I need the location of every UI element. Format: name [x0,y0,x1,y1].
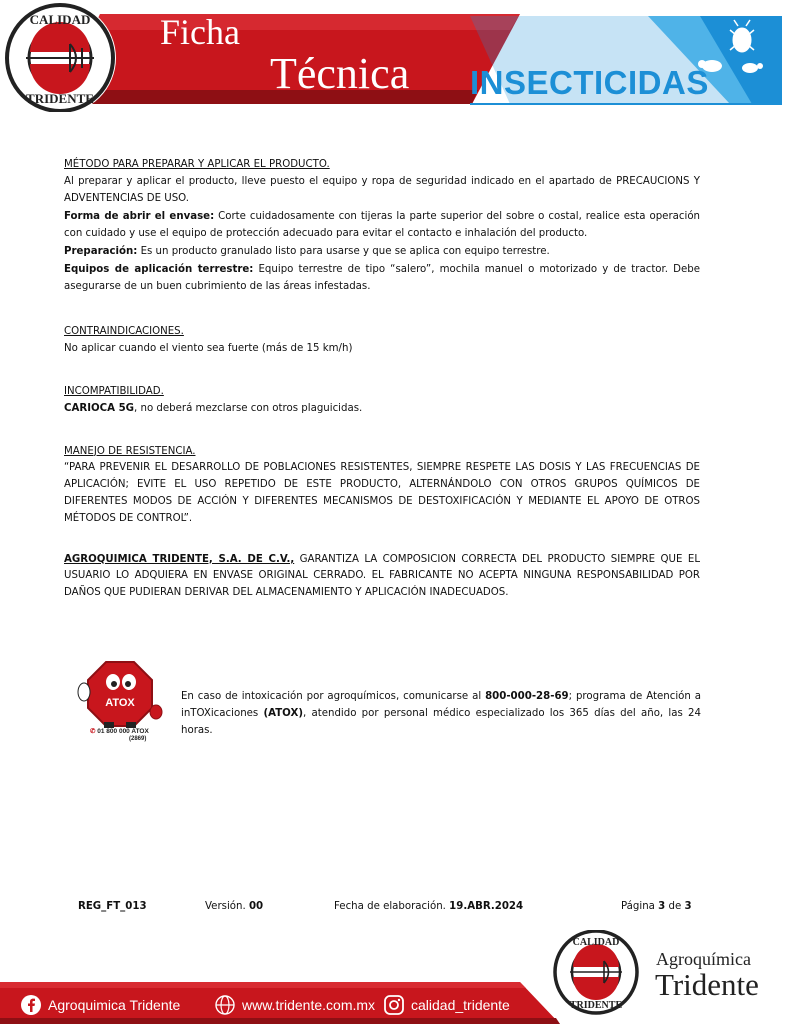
page-header [0,0,791,112]
section-method [64,157,700,295]
svg-text:TRIDENTE: TRIDENTE [26,91,94,106]
equip-label: Equipos de aplicación terrestre: [64,263,254,275]
open-label: Forma de abrir el envase: [64,211,215,223]
atox-phone-label: ✆ 01 800 000 ATOX [90,728,149,735]
svg-text:TRIDENTE: TRIDENTE [569,1000,623,1011]
company-name: AGROQUIMICA TRIDENTE, S.A. DE C.V., [64,553,295,565]
resist-text: “PARA PREVENIR EL DESARROLLO DE POBLACIONES RESISTENTES, SIEMPRE RESPETE LAS DOSIS Y LAS FRECUENCIAS DE APLICACIÓN; EVITE EL USO REPETIDO DE ESTE PRODUCTO, ALTERNÁNDOLO CON OTROS GRUPOS QUÍMICOS DE DIFERENTES MODOS DE ACCIÓN Y DIFERENTES MECANISMOS DE DESTOXIFICACIÓN Y MEDIANTE EL APOYO DE OTROS MÉTODOS DE CONTROL”. [64,462,700,524]
section-title: INCOMPATIBILIDAD. [64,385,164,397]
document-code: REG_FT_013 [78,901,147,912]
section-title: MÉTODO PARA PREPARAR Y APLICAR EL PRODUCTO. [64,159,330,170]
svg-text:CALIDAD: CALIDAD [572,937,620,948]
guarantee-paragraph [64,552,700,602]
instagram-icon [383,994,405,1016]
phone-icon: ✆ [90,728,96,735]
document-body [64,157,700,602]
calidad-tridente-seal [4,2,116,112]
website-link[interactable]: www.tridente.com.mx [214,994,375,1016]
document-date: Fecha de elaboración. 19.ABR.2024 [334,901,524,912]
brand-tridente: Tridente [655,967,759,1002]
contra-text: No aplicar cuando el viento sea fuerte (más de 15 km/h) [64,343,353,355]
equip-paragraph [64,262,700,296]
page-number: Página 3 de 3 [621,901,692,912]
category-title: INSECTICIDAS [470,64,709,101]
footer-tridente-seal [552,930,640,1016]
section-guarantee [64,552,700,602]
prep-label: Preparación: [64,245,138,257]
svg-text:CALIDAD: CALIDAD [29,12,91,27]
incompat-text: , no deberá mezclarse con otros plaguicidas. [134,402,363,414]
title-ficha: Ficha [160,12,240,52]
document-version: Versión. 00 [205,901,264,912]
incompat-paragraph [64,401,700,418]
section-resistance [64,444,700,528]
facebook-link[interactable]: Agroquimica Tridente [20,994,180,1016]
svg-text:ATOX: ATOX [105,697,135,709]
atox-notice: En caso de intoxicación por agroquímicos, comunicarse al 800-000-28-69; programa de Atención a inTOXicaciones (ATOX), atendido por personal médico especializado los 365 días del año, las 24 horas. [181,691,701,736]
prep-paragraph [64,244,700,261]
atox-acronym: (ATOX) [263,707,303,719]
method-intro: Al preparar y aplicar el producto, lleve puesto el equipo y ropa de seguridad indicado en el apartado de PRECAUCIONS Y ADVENTENCIAS DE USO. [64,175,700,204]
equip-text: Equipo terrestre de tipo “salero”, mochila manuel o motorizado y de tractor. Debe asegurarse de un buen cubrimiento de las áreas infestadas. [64,263,701,292]
product-name: CARIOCA 5G [64,402,135,414]
instagram-link[interactable]: calidad_tridente [383,994,510,1016]
prep-text: Es un producto granulado listo para usarse y que se aplica con equipo terrestre. [137,245,550,257]
open-paragraph [64,209,700,243]
title-tecnica: Técnica [270,49,410,98]
atox-phone-number: 800-000-28-69 [485,691,569,702]
facebook-icon [20,994,42,1016]
brand-agroquimica: Agroquímica [656,949,751,969]
section-title: MANEJO DE RESISTENCIA. [64,445,196,457]
guarantee-text: GARANTIZA LA COMPOSICION CORRECTA DEL PRODUCTO SIEMPRE QUE EL USUARIO LO ADQUIERA EN ENVASE ORIGINAL CERRADO. EL FABRICANTE NO ACEPTA NINGUNA RESPONSABILIDAD POR DAÑOS QUE PUDIERAN DERIVAR DEL ALMACENAMIENTO Y APLICACIÓN INADECUADOS. [64,553,700,599]
globe-icon [214,994,236,1016]
open-text: Corte cuidadosamente con tijeras la parte superior del sobre o costal, realice esta operación con cuidado y use el equipo de protección adecuado para evitar el contacto e inhalación del producto. [64,211,701,240]
atox-phone-sub: (2869) [129,736,147,742]
section-contraindications [64,324,700,358]
section-title: CONTRAINDICACIONES. [64,326,184,338]
section-incompatibility [64,384,700,418]
